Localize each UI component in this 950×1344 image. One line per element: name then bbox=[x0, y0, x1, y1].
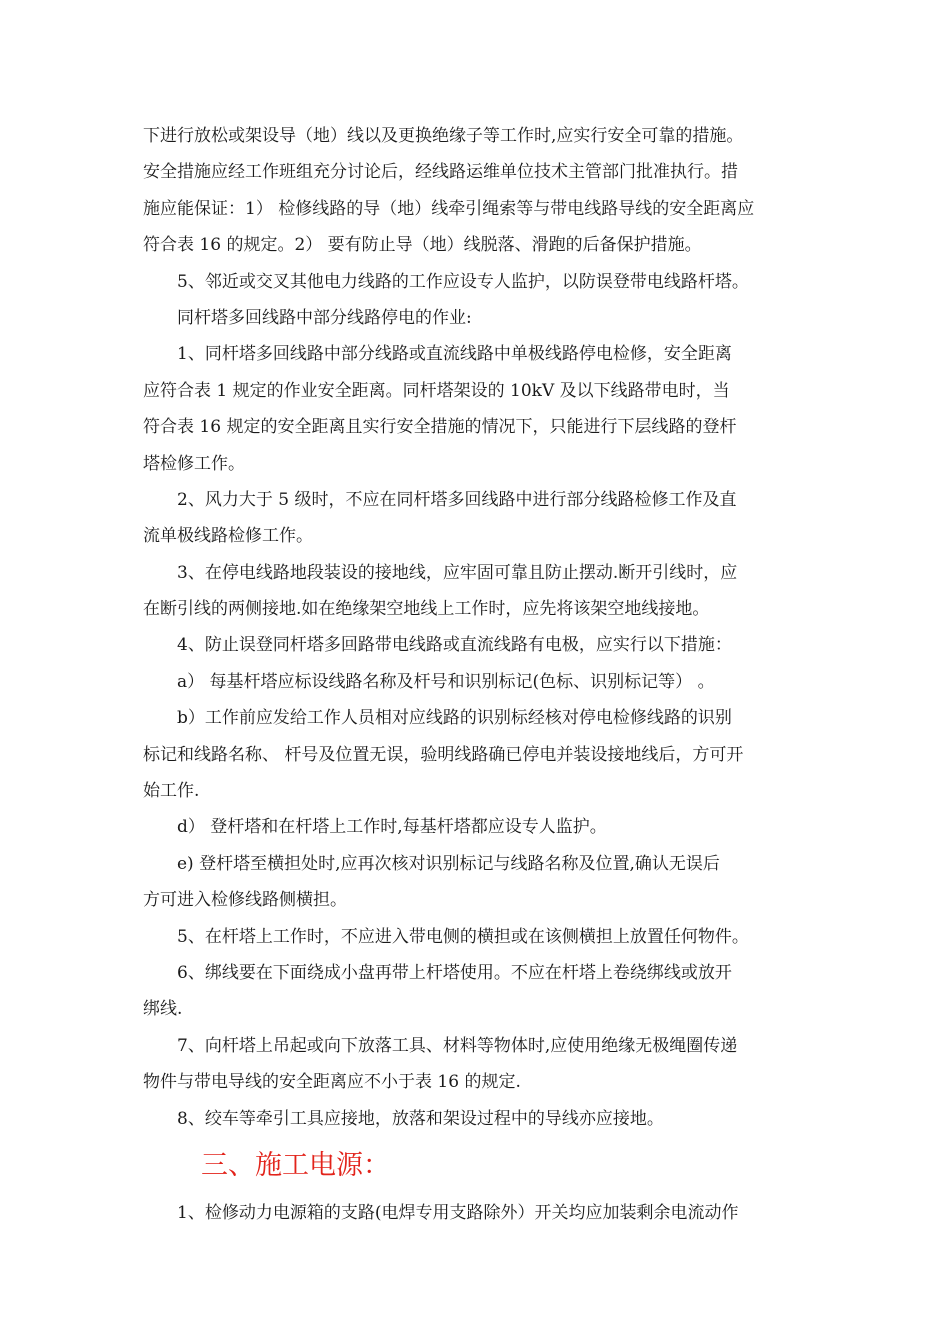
paragraph-line: 施应能保证：1） 检修线路的导（地）线牵引绳索等与带电线路导线的安全距离应 bbox=[143, 198, 755, 219]
paragraph-line: 4、防止误登同杆塔多回路带电线路或直流线路有电极，应实行以下措施： bbox=[177, 635, 732, 656]
paragraph-line: 2、风力大于 5 级时，不应在同杆塔多回线路中进行部分线路检修工作及直 bbox=[177, 489, 737, 510]
paragraph-line: 流单极线路检修工作。 bbox=[143, 526, 313, 547]
paragraph-line: 绑线. bbox=[143, 999, 183, 1020]
paragraph-line: 标记和线路名称、 杆号及位置无误，验明线路确已停电并装设接地线后，方可开 bbox=[143, 744, 744, 765]
paragraph-line: 下进行放松或架设导（地）线以及更换绝缘子等工作时,应实行安全可靠的措施。 bbox=[143, 126, 744, 146]
paragraph-line: 1、同杆塔多回线路中部分线路或直流线路中单极线路停电检修，安全距离 bbox=[177, 344, 732, 365]
paragraph-line: d） 登杆塔和在杆塔上工作时,每基杆塔都应设专人监护。 bbox=[177, 817, 607, 838]
paragraph-line: 符合表 16 规定的安全距离且实行安全措施的情况下，只能进行下层线路的登杆 bbox=[143, 417, 737, 438]
paragraph-line: 物件与带电导线的安全距离应不小于表 16 的规定. bbox=[143, 1072, 521, 1093]
paragraph-line: 5、邻近或交叉其他电力线路的工作应设专人监护，以防误登带电线路杆塔。 bbox=[177, 271, 749, 292]
final-paragraph-line: 1、检修动力电源箱的支路(电焊专用支路除外）开关均应加装剩余电流动作 bbox=[177, 1202, 739, 1223]
paragraph-line: 塔检修工作。 bbox=[143, 453, 245, 474]
paragraph-line: 安全措施应经工作班组充分讨论后，经线路运维单位技术主管部门批准执行。措 bbox=[143, 162, 738, 183]
paragraph-line: a） 每基杆塔应标设线路名称及杆号和识别标记(色标、识别标记等） 。 bbox=[177, 671, 715, 692]
paragraph-line: 8、绞车等牵引工具应接地，放落和架设过程中的导线亦应接地。 bbox=[177, 1108, 664, 1129]
document-body bbox=[143, 118, 808, 1231]
paragraph-line: 方可进入检修线路侧横担。 bbox=[143, 890, 347, 911]
paragraph-line: b）工作前应发给工作人员相对应线路的识别标经核对停电检修线路的识别 bbox=[177, 708, 732, 729]
paragraph-line: e) 登杆塔至横担处时,应再次核对识别标记与线路名称及位置,确认无误后 bbox=[177, 853, 720, 874]
paragraph-line: 同杆塔多回线路中部分线路停电的作业: bbox=[177, 307, 472, 328]
paragraph-line: 7、向杆塔上吊起或向下放落工具、材料等物体时,应使用绝缘无极绳圈传递 bbox=[177, 1035, 738, 1056]
paragraph-line: 应符合表 1 规定的作业安全距离。同杆塔架设的 10kV 及以下线路带电时，当 bbox=[143, 380, 730, 401]
paragraph-line: 始工作. bbox=[143, 781, 200, 802]
paragraph-line: 5、在杆塔上工作时，不应进入带电侧的横担或在该侧横担上放置任何物件。 bbox=[177, 926, 749, 947]
paragraph-line: 在断引线的两侧接地.如在绝缘架空地线上工作时，应先将该架空地线接地。 bbox=[143, 599, 710, 620]
paragraph-line: 符合表 16 的规定。2） 要有防止导（地）线脱落、滑跑的后备保护措施。 bbox=[143, 235, 702, 256]
paragraph-line: 6、绑线要在下面绕成小盘再带上杆塔使用。不应在杆塔上卷绕绑线或放开 bbox=[177, 962, 732, 983]
section-heading: 三、施工电源： bbox=[201, 1149, 390, 1181]
paragraph-line: 3、在停电线路地段装设的接地线，应牢固可靠且防止摆动.断开引线时，应 bbox=[177, 562, 738, 583]
